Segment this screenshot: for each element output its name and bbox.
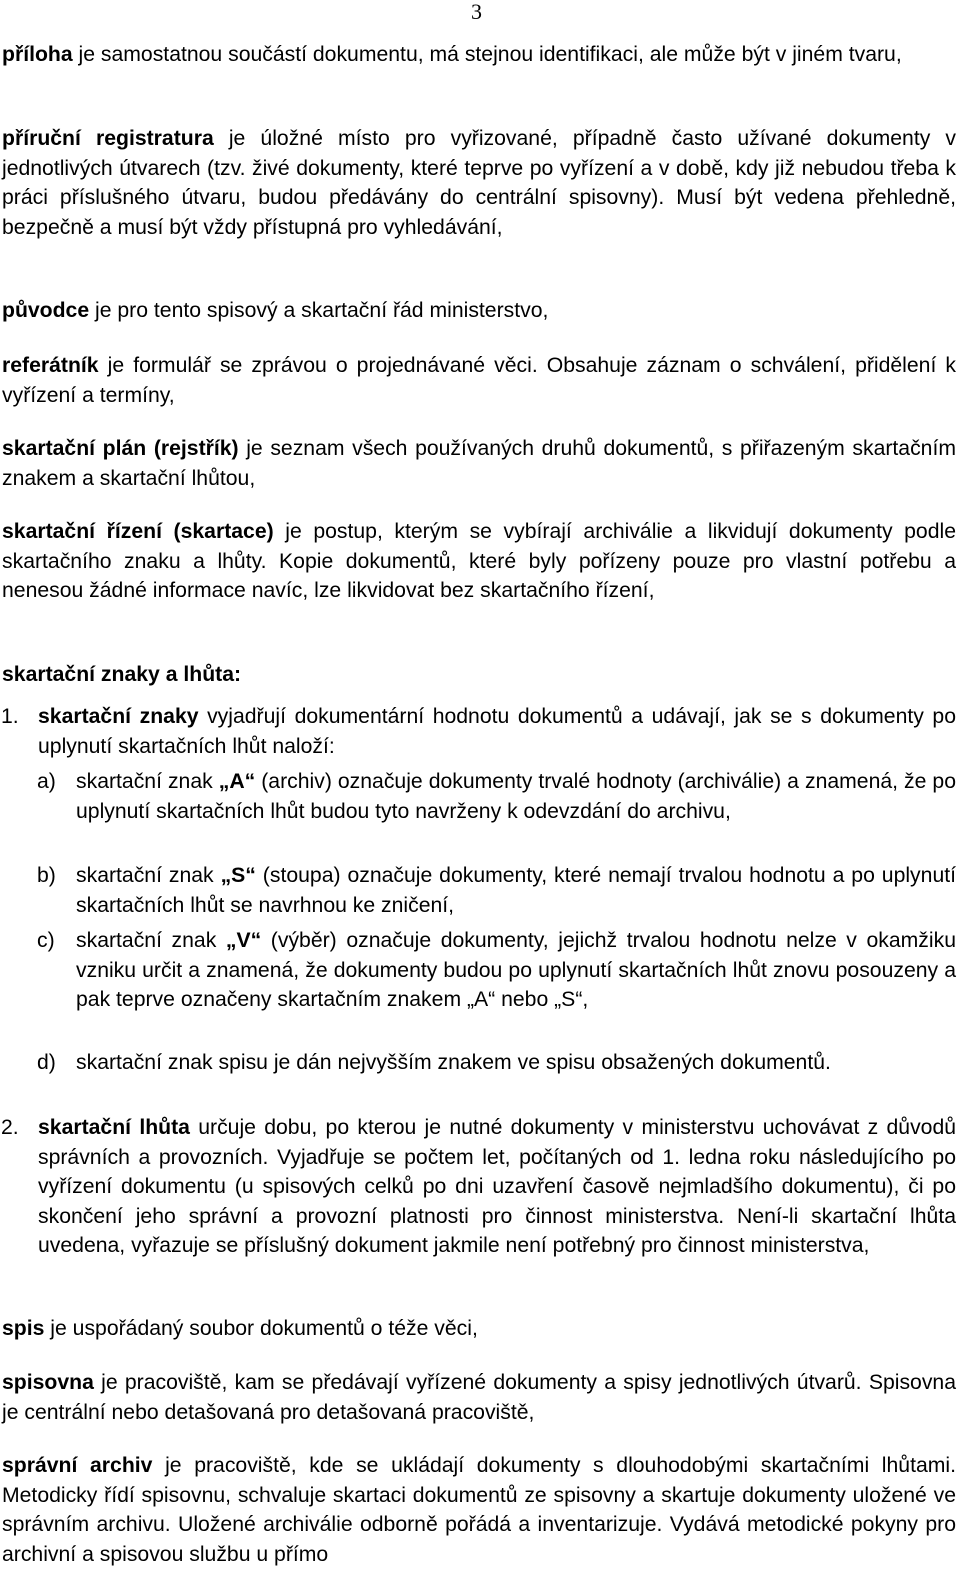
definition-skartacni-plan	[2, 434, 956, 493]
list-letter: a)	[37, 770, 56, 793]
list-number: 2.	[1, 1116, 19, 1139]
code: „S“	[220, 864, 256, 887]
term: skartační lhůta	[38, 1116, 190, 1139]
term: příruční registratura	[2, 127, 214, 150]
term: skartační řízení (skartace)	[2, 520, 274, 543]
code: „A“	[218, 770, 256, 793]
list-letter: d)	[37, 1051, 56, 1074]
subitem-pre: skartační znak	[76, 929, 226, 952]
definition-text: je samostatnou součástí dokumentu, má stejnou identifikaci, ale může být v jiném tvaru,	[72, 43, 902, 66]
definition-text: je postup, kterým se vybírají archiválie a likvidují dokumenty podle skartačního znaku a lhůty. Kopie dokumentů, které byly pořízeny pouze pro vlastní potřebu a nenesou žádné informace navíc, lze likvidovat bez skartačního řízení,	[2, 520, 956, 602]
term: příloha	[2, 43, 73, 66]
definition-skartacni-znaky-heading	[2, 660, 956, 690]
definition-text: je seznam všech používaných druhů dokumentů, s přiřazeným skartačním znakem a skartační lhůtou,	[2, 437, 956, 490]
term: spis	[2, 1317, 45, 1340]
term: skartační plán (rejstřík)	[2, 437, 239, 460]
subitem-post: (archiv) označuje dokumenty trvalé hodnoty (archiválie) a znamená, že po uplynutí skartačních lhůt budou tyto navrženy k odevzdání do archivu,	[76, 770, 956, 823]
subitem-post: (výběr) označuje dokumenty, jejichž trvalou hodnotu nelze v okamžiku vzniku určit a znamená, že dokumenty budou po uplynutí skartačních lhůt znovu posouzeny a pak teprve označeny skartačním znakem „A“ nebo „S“,	[76, 929, 956, 1011]
term: původce	[2, 299, 90, 322]
term: skartační znaky a lhůta:	[2, 663, 242, 686]
subitem-b	[37, 861, 956, 920]
list-letter: b)	[37, 864, 56, 887]
list-letter: c)	[37, 929, 55, 952]
definition-priloha	[2, 40, 956, 70]
page-number: 3	[471, 0, 482, 24]
code: „V“	[225, 929, 262, 952]
term: spisovna	[2, 1371, 94, 1394]
subitem-pre: skartační znak spisu je dán nejvyšším znakem ve spisu obsažených dokumentů.	[76, 1051, 831, 1074]
definition-spis	[2, 1314, 956, 1344]
numbered-item-1	[1, 702, 956, 761]
term: referátník	[2, 354, 99, 377]
definition-text: je pro tento spisový a skartační řád ministerstvo,	[89, 299, 549, 322]
list-number: 1.	[1, 705, 19, 728]
term: správní archiv	[2, 1454, 153, 1477]
subitem-post: (stoupa) označuje dokumenty, které nemají trvalou hodnotu a po uplynutí skartačních lhůt se navrhnou ke zničení,	[76, 864, 956, 917]
definition-puvodce	[2, 296, 956, 326]
item-text: určuje dobu, po kterou je nutné dokumenty v ministerstvu uchovávat z důvodů správních a provozních. Vyjadřuje se počtem let, počítaných od 1. ledna roku následujícího po vyřízení dokumentu (u spisových celků po dni uzavření časově nejmladšího dokumentu), či po skončení jeho správní a provozní platnosti pro činnost ministerstva. Není-li skartační lhůta uvedena, vyřazuje se příslušný dokument jakmile není potřebný pro činnost ministerstva,	[38, 1116, 957, 1257]
definition-text: je úložné místo pro vyřizované, případně často užívané dokumenty v jednotlivých útvarech (tzv. živé dokumenty, které teprve po vyřízení a v době, kdy již nebudou třeba k práci příslušného útvaru, budou předávány do centrální spisovny). Musí být vedena přehledně, bezpečně a musí být vždy přístupná pro vyhledávání,	[2, 127, 956, 239]
definition-skartacni-rizeni	[2, 517, 956, 606]
definition-text: je pracoviště, kam se předávají vyřízené dokumenty a spisy jednotlivých útvarů. Spisovna je centrální nebo detašovaná pro detašovaná pracoviště,	[2, 1371, 956, 1424]
definition-text: je uspořádaný soubor dokumentů o téže věci,	[44, 1317, 478, 1340]
definition-text: je formulář se zprávou o projednávané věci. Obsahuje záznam o schválení, přidělení k vyřízení a termíny,	[2, 354, 956, 407]
definition-text: je pracoviště, kde se ukládají dokumenty s dlouhodobými skartačními lhůtami. Metodicky řídí spisovnu, schvaluje skartaci dokumentů ze spisovny a skartuje dokumenty uložené ve správním archivu. Uložené archiválie odborně pořádá a inventarizuje. Vydává metodické pokyny pro archivní a spisovou službu u přímo	[2, 1454, 956, 1566]
subitem-pre: skartační znak	[76, 770, 219, 793]
subitem-d	[37, 1048, 956, 1078]
definition-spisovna	[2, 1368, 956, 1427]
item-text: vyjadřují dokumentární hodnotu dokumentů a udávají, jak se s dokumenty po uplynutí skartačních lhůt naloží:	[38, 705, 956, 758]
subitem-pre: skartační znak	[76, 864, 221, 887]
subitem-c	[37, 926, 956, 1015]
numbered-item-2	[1, 1113, 957, 1261]
term: skartační znaky	[38, 705, 199, 728]
definition-prirucni-registratura	[2, 124, 956, 242]
definition-referatnik	[2, 351, 956, 410]
subitem-a	[37, 767, 956, 826]
definition-spravni-archiv	[2, 1451, 956, 1569]
